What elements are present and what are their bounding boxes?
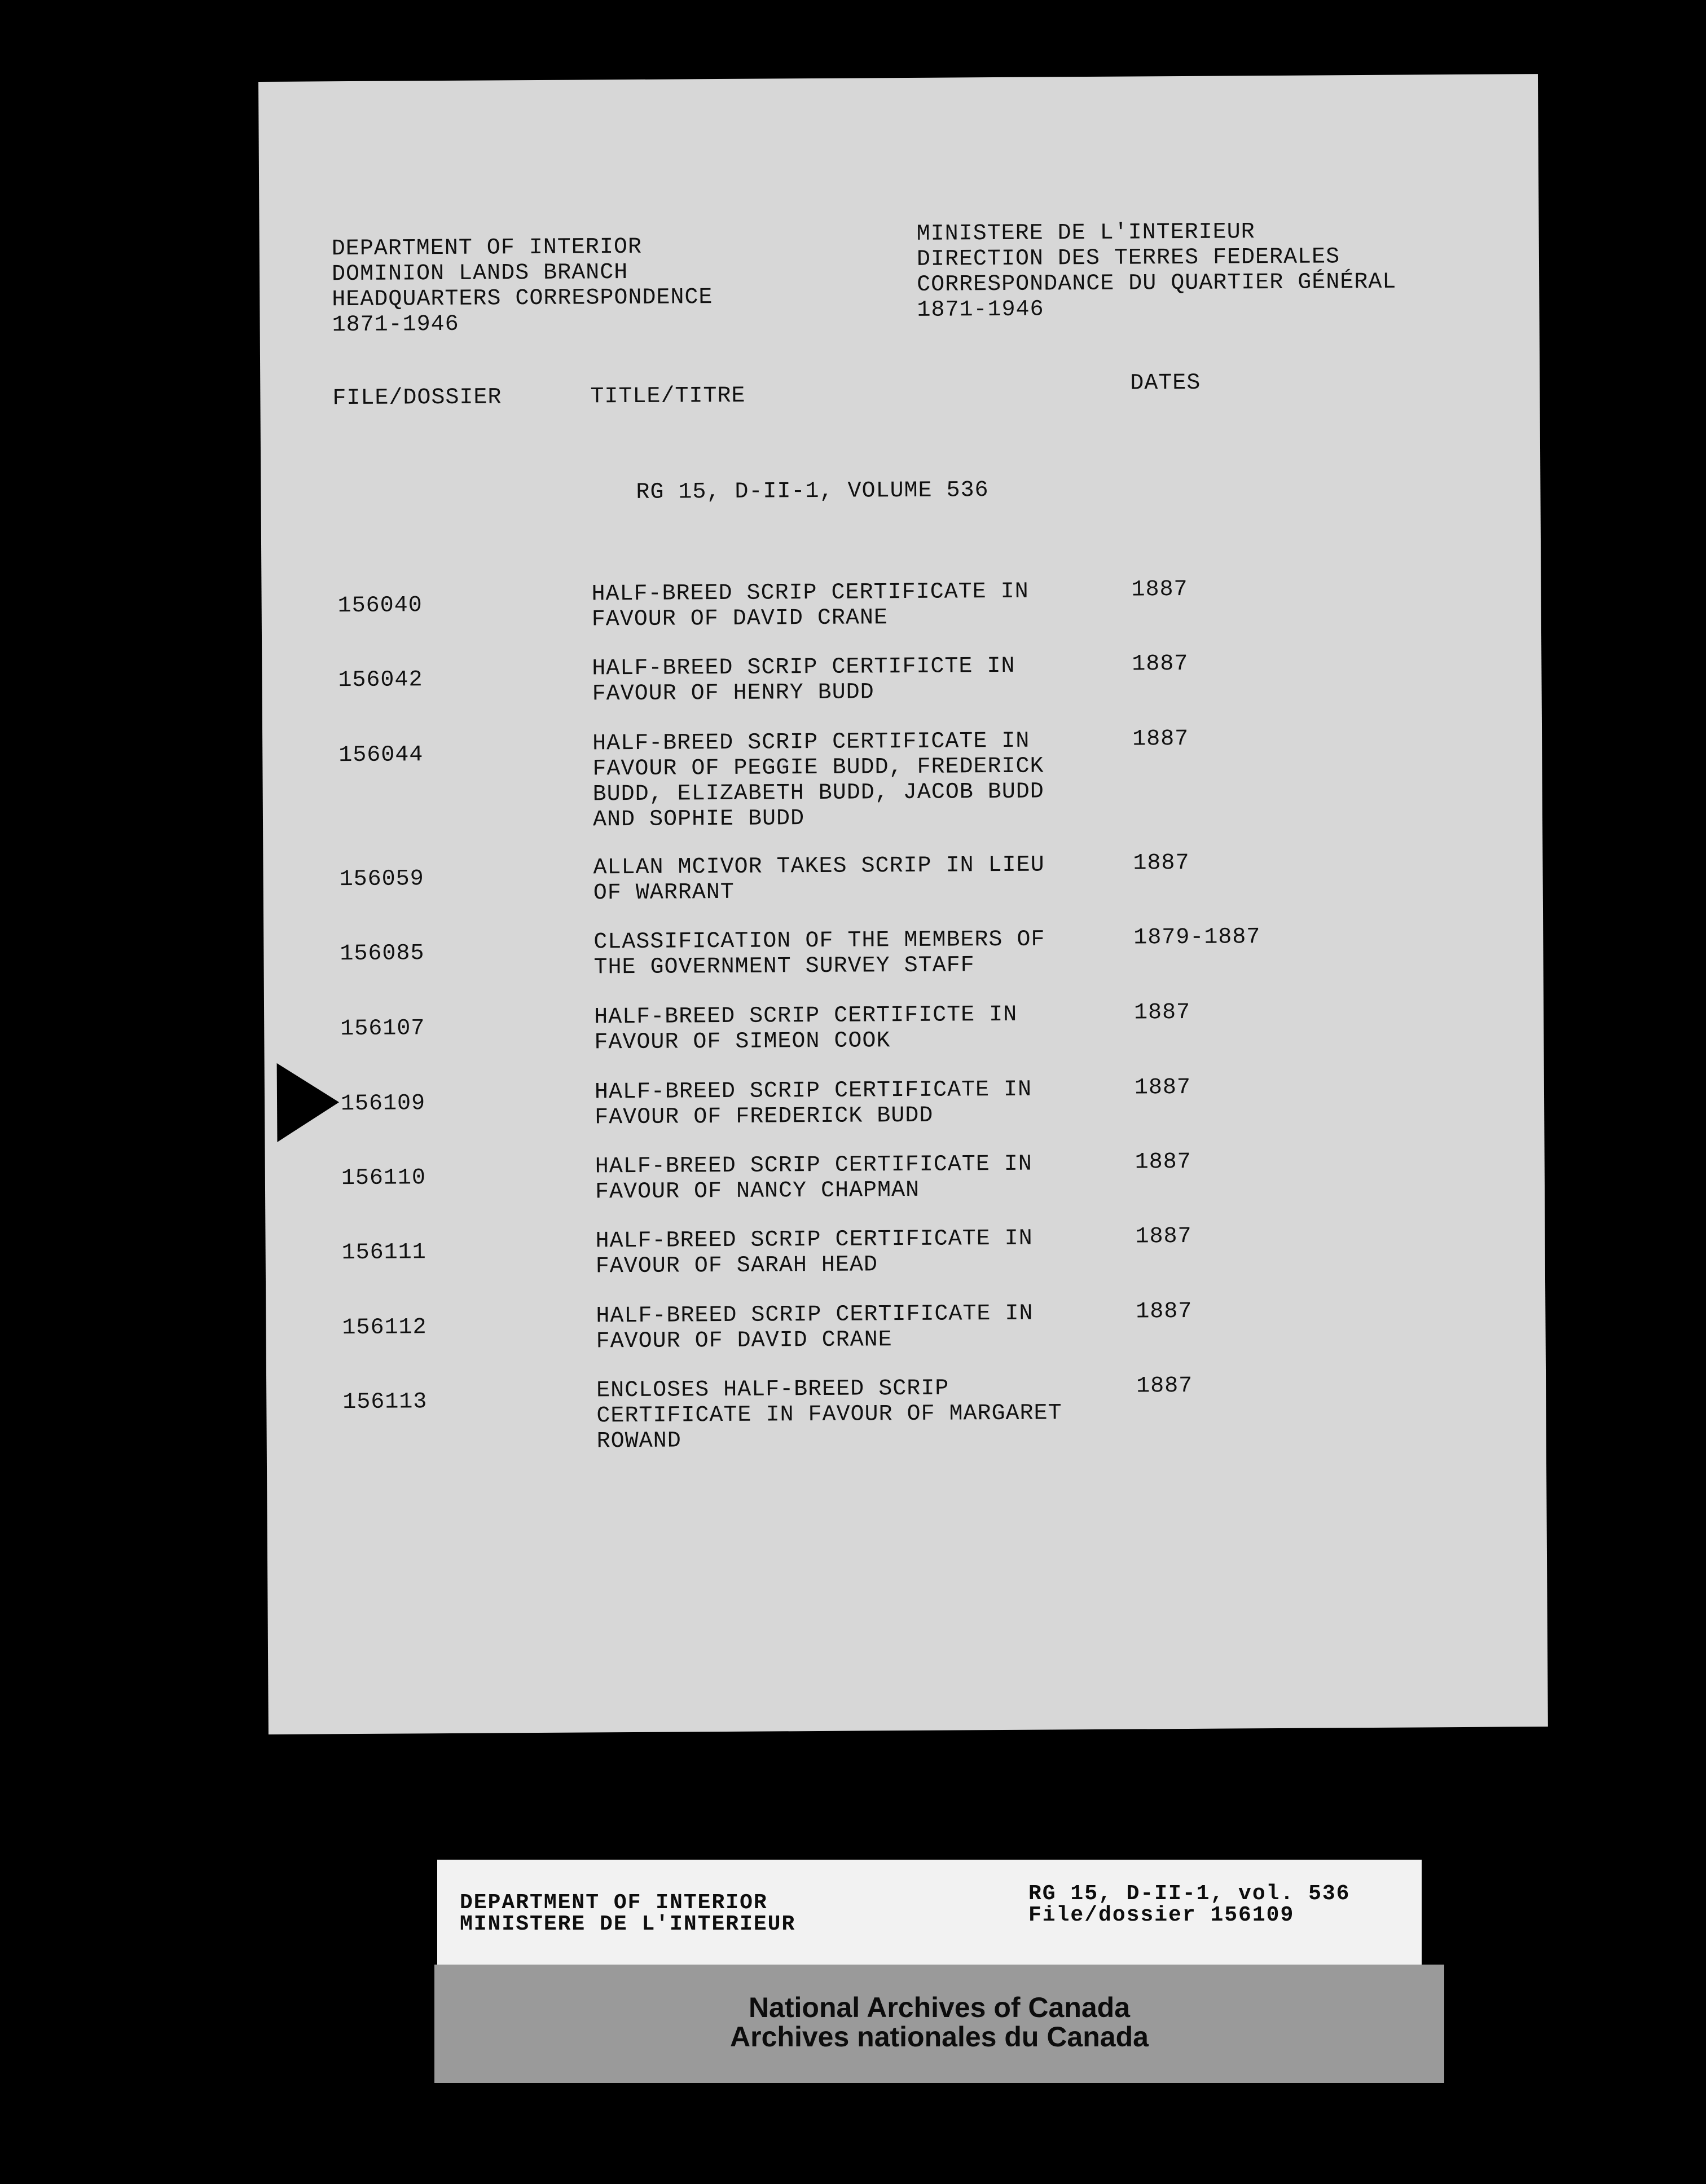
entry-date: 1887 xyxy=(1134,1075,1191,1101)
header-english-line: DEPARTMENT OF INTERIOR xyxy=(331,234,643,262)
entry-date: 1887 xyxy=(1133,850,1190,877)
entry-file-number: 156109 xyxy=(340,1091,426,1117)
entry-date: 1887 xyxy=(1135,1149,1191,1175)
label-reference-line: RG 15, D-II-1, vol. 536 xyxy=(1028,1882,1351,1906)
entry-title: HALF-BREED SCRIP CERTIFICTE IN FAVOUR OF HENRY BUDD xyxy=(592,653,1015,707)
entry-title: HALF-BREED SCRIP CERTIFICATE IN FAVOUR OF FREDERICK BUDD xyxy=(594,1077,1032,1131)
reference-label xyxy=(437,1860,1422,1967)
archives-banner xyxy=(434,1965,1444,2083)
column-header-file: FILE/DOSSIER xyxy=(332,385,502,412)
header-french-line: CORRESPONDANCE DU QUARTIER GÉNÉRAL xyxy=(917,269,1397,298)
entry-title: ALLAN MCIVOR TAKES SCRIP IN LIEU OF WARRANT xyxy=(593,852,1045,906)
entry-file-number: 156112 xyxy=(342,1315,427,1341)
entry-file-number: 156040 xyxy=(337,593,423,619)
entry-date: 1887 xyxy=(1136,1298,1193,1325)
header-english-line: HEADQUARTERS CORRESPONDENCE xyxy=(332,285,713,313)
label-reference-line: File/dossier 156109 xyxy=(1028,1903,1295,1927)
entry-title: CLASSIFICATION OF THE MEMBERS OF THE GOVERNMENT SURVEY STAFF xyxy=(593,927,1045,981)
entry-date: 1887 xyxy=(1133,999,1191,1026)
header-english xyxy=(332,234,713,338)
archives-name-french: Archives nationales du Canada xyxy=(730,2021,1149,2053)
entry-file-number: 156085 xyxy=(340,941,425,967)
entry-date: 1887 xyxy=(1135,1223,1192,1250)
label-department-line: DEPARTMENT OF INTERIOR xyxy=(460,1891,768,1915)
entry-date: 1887 xyxy=(1132,726,1189,752)
entry-title: HALF-BREED SCRIP CERTIFICATE IN FAVOUR OF NANCY CHAPMAN xyxy=(595,1151,1033,1205)
label-department xyxy=(460,1892,795,1935)
entry-date: 1887 xyxy=(1136,1373,1193,1399)
entry-file-number: 156059 xyxy=(339,866,424,893)
header-french xyxy=(917,219,1397,323)
header-english-line: 1871-1946 xyxy=(332,311,459,338)
index-sheet xyxy=(258,74,1548,1734)
entry-file-number: 156110 xyxy=(341,1165,426,1192)
entry-title: HALF-BREED SCRIP CERTIFICATE IN FAVOUR OF SARAH HEAD xyxy=(595,1226,1033,1280)
entry-title: HALF-BREED SCRIP CERTIFICTE IN FAVOUR OF SIMEON COOK xyxy=(594,1002,1018,1056)
entry-file-number: 156111 xyxy=(341,1240,426,1266)
entry-date: 1887 xyxy=(1132,651,1189,677)
entry-file-number: 156042 xyxy=(338,667,423,694)
header-french-line: 1871-1946 xyxy=(917,297,1044,323)
file-marker-notch xyxy=(277,1063,340,1142)
header-french-line: DIRECTION DES TERRES FEDERALES xyxy=(916,244,1340,272)
entry-title: HALF-BREED SCRIP CERTIFICATE IN FAVOUR OF DAVID CRANE xyxy=(596,1301,1034,1355)
label-department-line: MINISTERE DE L'INTERIEUR xyxy=(460,1912,796,1936)
label-reference xyxy=(1028,1883,1351,1926)
entry-title: HALF-BREED SCRIP CERTIFICATE IN FAVOUR OF DAVID CRANE xyxy=(591,579,1029,633)
entry-title: ENCLOSES HALF-BREED SCRIP CERTIFICATE IN FAVOUR OF MARGARET ROWAND xyxy=(596,1376,1062,1455)
column-header-dates: DATES xyxy=(1130,370,1201,397)
entry-date: 1887 xyxy=(1131,576,1188,603)
header-english-line: DOMINION LANDS BRANCH xyxy=(331,260,628,288)
volume-reference: RG 15, D-II-1, VOLUME 536 xyxy=(636,478,989,505)
entry-date: 1879-1887 xyxy=(1133,924,1261,951)
entry-title: HALF-BREED SCRIP CERTIFICATE IN FAVOUR OF PEGGIE BUDD, FREDERICK BUDD, ELIZABETH BUDD, JACOB BUDD AND SOPHIE BUDD xyxy=(592,728,1044,833)
header-french-line: MINISTERE DE L'INTERIEUR xyxy=(916,219,1255,247)
entry-file-number: 156113 xyxy=(342,1389,428,1416)
entry-file-number: 156044 xyxy=(338,742,424,769)
archives-name-english: National Archives of Canada xyxy=(748,1992,1131,2023)
entry-file-number: 156107 xyxy=(340,1016,425,1042)
column-header-title: TITLE/TITRE xyxy=(590,383,746,410)
